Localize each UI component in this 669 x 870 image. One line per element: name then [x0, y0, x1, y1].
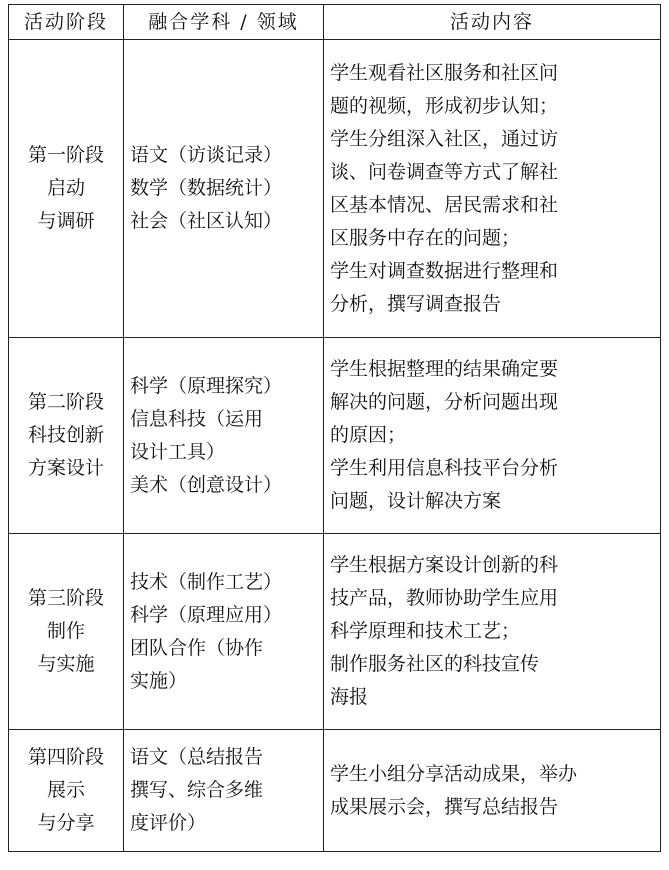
- stage-cell: [9, 730, 124, 852]
- stage-name: 第三阶段: [27, 587, 104, 609]
- content-line: 谈、问卷调查等方式了解社: [330, 160, 559, 183]
- table-row: [9, 730, 661, 852]
- subjects-cell: [124, 40, 324, 338]
- content-line: 解决的问题，分析问题出现: [330, 391, 559, 413]
- header-content: 活动内容: [324, 5, 661, 40]
- content-line: 题的视频，形成初步认知；: [330, 94, 559, 117]
- stage-cell: [9, 40, 124, 338]
- stage-subtitle: 启动: [46, 177, 85, 199]
- stage-subtitle: 与分享: [37, 812, 95, 834]
- subject-item: 信息科技（运用: [130, 407, 264, 430]
- stage-subtitle: 制作: [46, 620, 85, 642]
- content-line: 分析，撰写调查报告: [330, 292, 502, 315]
- content-line: 学生利用信息科技平台分析: [330, 457, 559, 479]
- content-line: 成果展示会，撰写总结报告: [330, 795, 559, 818]
- stage-name: 第二阶段: [27, 391, 104, 413]
- table-row: [9, 338, 661, 534]
- header-subjects: 融合学科 / 领域: [124, 5, 324, 40]
- stage-subtitle: 科技创新: [27, 424, 104, 446]
- subjects-cell: [124, 730, 324, 852]
- subject-item: 度评价）: [130, 812, 207, 834]
- content-cell: [324, 338, 661, 534]
- content-cell: [324, 534, 661, 730]
- content-line: 学生根据方案设计创新的科: [330, 554, 559, 576]
- content-line: 学生观看社区服务和社区问: [330, 61, 559, 84]
- subject-item: 设计工具）: [130, 440, 226, 463]
- subjects-cell: [124, 534, 324, 730]
- content-line: 制作服务社区的科技宣传: [330, 653, 540, 675]
- content-line: 学生小组分享活动成果，举办: [330, 762, 578, 785]
- subject-item: 科学（原理探究）: [130, 374, 283, 397]
- content-line: 的原因；: [330, 424, 407, 446]
- stage-subtitle: 展示: [46, 779, 85, 801]
- content-line: 区基本情况、居民需求和社: [330, 193, 559, 216]
- table-header-row: [9, 5, 661, 40]
- subject-item: 实施）: [130, 669, 188, 692]
- content-line: 学生对调查数据进行整理和: [330, 259, 559, 282]
- content-line: 海报: [330, 686, 369, 708]
- content-line: 区服务中存在的问题；: [330, 226, 521, 249]
- subject-item: 科学（原理应用）: [130, 603, 283, 626]
- subject-item: 团队合作（协作: [130, 636, 264, 659]
- stage-cell: [9, 338, 124, 534]
- subject-item: 撰写、综合多维: [130, 779, 264, 801]
- stage-name: 第一阶段: [27, 144, 104, 166]
- stage-subtitle: 方案设计: [27, 457, 104, 479]
- subject-item: 社会（社区认知）: [130, 210, 283, 232]
- stage-subtitle: 与实施: [37, 653, 95, 675]
- activity-table: [8, 4, 661, 852]
- content-line: 科学原理和技术工艺；: [330, 620, 521, 642]
- subject-item: 技术（制作工艺）: [130, 570, 283, 593]
- subject-item: 数学（数据统计）: [130, 177, 283, 199]
- table-row: [9, 534, 661, 730]
- header-stage: 活动阶段: [9, 5, 124, 40]
- stage-subtitle: 与调研: [37, 210, 95, 232]
- subject-item: 语文（总结报告: [130, 746, 264, 768]
- content-line: 学生根据整理的结果确定要: [330, 358, 559, 380]
- content-line: 技产品，教师协助学生应用: [330, 587, 559, 609]
- subject-item: 美术（创意设计）: [130, 473, 283, 496]
- content-cell: [324, 730, 661, 852]
- stage-cell: [9, 534, 124, 730]
- table-row: [9, 40, 661, 338]
- subjects-cell: [124, 338, 324, 534]
- subject-item: 语文（访谈记录）: [130, 144, 283, 166]
- content-line: 学生分组深入社区，通过访: [330, 127, 559, 150]
- stage-name: 第四阶段: [27, 746, 104, 768]
- content-cell: [324, 40, 661, 338]
- content-line: 问题，设计解决方案: [330, 490, 502, 512]
